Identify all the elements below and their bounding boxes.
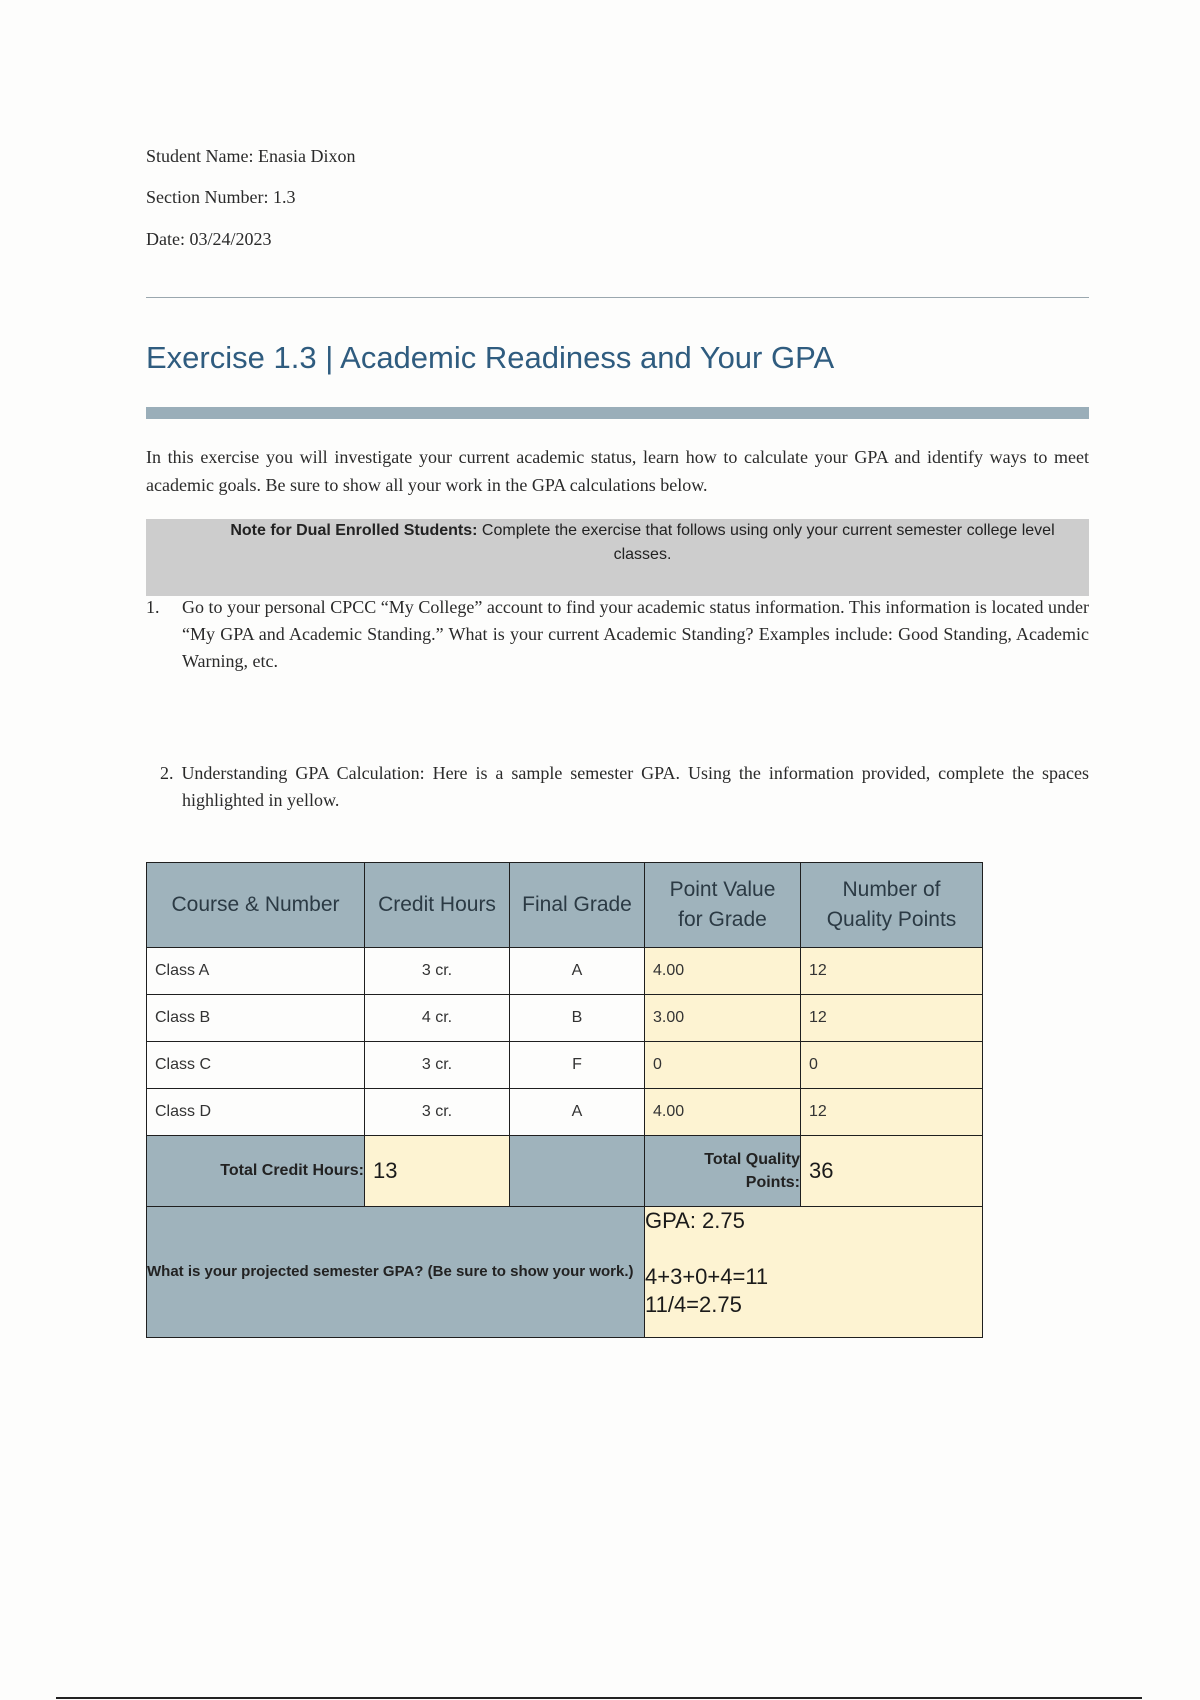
title-underline-bar — [146, 407, 1089, 419]
cell-credits: 3 cr. — [365, 948, 510, 995]
projected-gpa-answer[interactable] — [645, 1207, 983, 1338]
cell-grade: B — [510, 995, 645, 1042]
cell-grade: F — [510, 1042, 645, 1089]
answer-spacer — [645, 1235, 982, 1263]
answer-gpa: GPA: 2.75 — [645, 1208, 745, 1233]
header-point-value-line1: Point Value — [669, 878, 776, 901]
cell-point-value[interactable]: 3.00 — [645, 995, 801, 1042]
cell-grade: A — [510, 948, 645, 995]
table-row — [147, 995, 983, 1042]
table-row — [147, 1089, 983, 1136]
cell-point-value[interactable]: 4.00 — [645, 948, 801, 995]
total-credit-hours-label: Total Credit Hours: — [147, 1136, 365, 1207]
total-credit-hours-value[interactable]: 13 — [365, 1136, 510, 1207]
header-final-grade: Final Grade — [510, 863, 645, 948]
total-quality-points-value[interactable]: 36 — [801, 1136, 983, 1207]
total-quality-points-label — [645, 1136, 801, 1207]
cell-quality-points[interactable]: 12 — [801, 948, 983, 995]
question-text: Understanding GPA Calculation: Here is a sample semester GPA. Using the information provided, complete the spaces highlighted in yellow. — [181, 763, 1089, 810]
page-bottom-divider — [56, 1697, 1142, 1699]
header-credit-hours: Credit Hours — [365, 863, 510, 948]
note-text: Complete the exercise that follows using only your current semester college level classes. — [477, 522, 1055, 563]
cell-course: Class B — [147, 995, 365, 1042]
page-title: Exercise 1.3 | Academic Readiness and Your GPA — [146, 340, 835, 375]
tq-label-line2: Points: — [745, 1174, 800, 1191]
cell-credits: 3 cr. — [365, 1089, 510, 1136]
date-line: Date: 03/24/2023 — [146, 229, 272, 249]
answer-work-line2: 11/4=2.75 — [645, 1292, 742, 1317]
totals-spacer-cell — [510, 1136, 645, 1207]
header-quality-points — [801, 863, 983, 948]
cell-point-value[interactable]: 4.00 — [645, 1089, 801, 1136]
cell-grade: A — [510, 1089, 645, 1136]
dual-enrollment-note — [146, 519, 1089, 596]
note-label: Note for Dual Enrolled Students: — [230, 522, 478, 539]
projected-gpa-question: What is your projected semester GPA? (Be sure to show your work.) — [147, 1207, 645, 1338]
student-name: Student Name: Enasia Dixon — [146, 146, 356, 166]
cell-course: Class D — [147, 1089, 365, 1136]
header-quality-points-line1: Number of — [842, 878, 941, 901]
answer-work-line1: 4+3+0+4=11 — [645, 1264, 769, 1289]
section-number: Section Number: 1.3 — [146, 187, 296, 207]
cell-credits: 3 cr. — [365, 1042, 510, 1089]
cell-credits: 4 cr. — [365, 995, 510, 1042]
header-point-value — [645, 863, 801, 948]
table-header-row — [147, 863, 983, 948]
question-text: Go to your personal CPCC “My College” account to find your academic status information. This information is located under “My GPA and Academic Standing.” What is your current Academic Standing? Examples include: Good Standing, Academic Warning, etc. — [182, 597, 1089, 671]
cell-quality-points[interactable]: 0 — [801, 1042, 983, 1089]
question-number: 2. — [160, 763, 174, 783]
question-2 — [146, 760, 1089, 814]
table-row — [147, 1042, 983, 1089]
question-number: 1. — [146, 597, 160, 617]
cell-point-value[interactable]: 0 — [645, 1042, 801, 1089]
cell-quality-points[interactable]: 12 — [801, 995, 983, 1042]
cell-course: Class C — [147, 1042, 365, 1089]
header-point-value-line2: for Grade — [678, 908, 767, 931]
table-row — [147, 948, 983, 995]
header-course: Course & Number — [147, 863, 365, 948]
cell-quality-points[interactable]: 12 — [801, 1089, 983, 1136]
intro-paragraph: In this exercise you will investigate your current academic status, learn how to calculate your GPA and identify ways to meet academic goals. Be sure to show all your work in the GPA calculations below. — [146, 447, 1089, 495]
gpa-table — [146, 862, 983, 1338]
projection-row — [147, 1207, 983, 1338]
question-1 — [146, 594, 1089, 675]
header-quality-points-line2: Quality Points — [826, 908, 957, 931]
totals-row — [147, 1136, 983, 1207]
header-divider — [146, 297, 1089, 298]
tq-label-line1: Total Quality — [704, 1151, 800, 1168]
cell-course: Class A — [147, 948, 365, 995]
